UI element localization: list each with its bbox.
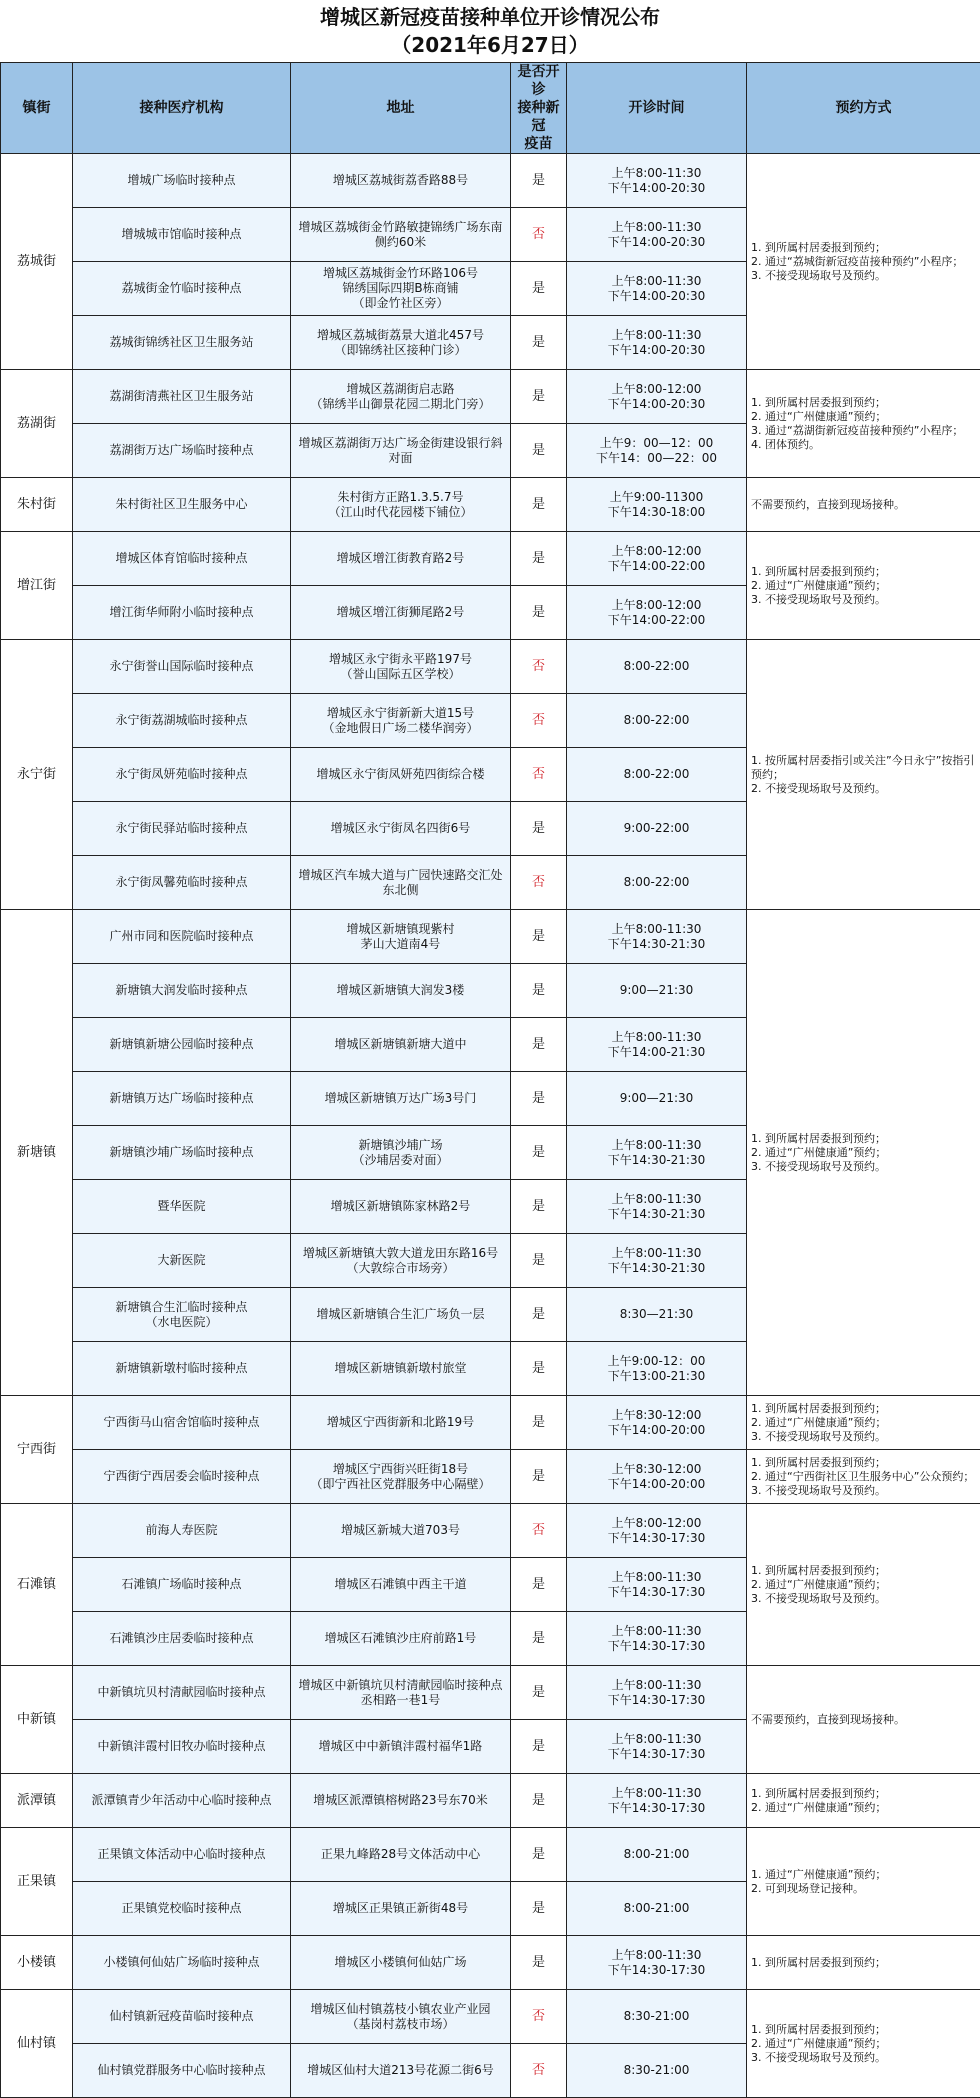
open-status-cell: 是: [511, 1396, 567, 1450]
hours-cell: 上午8:00-11:30 下午14:30-17:30: [567, 1774, 747, 1828]
table-row: [1, 910, 980, 964]
hours-cell: 8:30-21:00: [567, 2044, 747, 2098]
open-status-cell: 否: [511, 208, 567, 262]
hours-cell: 上午8:30-12:00 下午14:00-20:00: [567, 1450, 747, 1504]
open-status-cell: 是: [511, 1666, 567, 1720]
header-address: 地址: [291, 63, 511, 154]
address-cell: 增城区小楼镇何仙姑广场: [291, 1936, 511, 1990]
institution-cell: 永宁街民驿站临时接种点: [73, 802, 291, 856]
institution-cell: 宁西街马山宿舍馆临时接种点: [73, 1396, 291, 1450]
hours-cell: 8:00-22:00: [567, 694, 747, 748]
hours-cell: 上午8:00-11:30 下午14:00-20:30: [567, 208, 747, 262]
hours-cell: 上午8:00-11:30 下午14:00-20:30: [567, 154, 747, 208]
open-status-cell: 是: [511, 1558, 567, 1612]
address-cell: 增城区汽车城大道与广园快速路交汇处东北侧: [291, 856, 511, 910]
address-cell: 增城区新塘镇新塘大道中: [291, 1018, 511, 1072]
hours-cell: 上午8:00-11:30 下午14:30-17:30: [567, 1558, 747, 1612]
institution-cell: 永宁街荔湖城临时接种点: [73, 694, 291, 748]
institution-cell: 暨华医院: [73, 1180, 291, 1234]
institution-cell: 仙村镇党群服务中心临时接种点: [73, 2044, 291, 2098]
institution-cell: 宁西街宁西居委会临时接种点: [73, 1450, 291, 1504]
hours-cell: 9:00—21:30: [567, 1072, 747, 1126]
institution-cell: 新塘镇合生汇临时接种点 （水电医院）: [73, 1288, 291, 1342]
booking-cell: 1. 到所属村居委报到预约； 2. 通过“广州健康通”预约； 3. 不接受现场取号及预约。: [747, 532, 980, 640]
hours-cell: 8:00-22:00: [567, 856, 747, 910]
open-status-cell: 是: [511, 262, 567, 316]
hours-cell: 上午9:00-11300 下午14:30-18:00: [567, 478, 747, 532]
table-row: [1, 1450, 980, 1504]
address-cell: 朱村街方正路1.3.5.7号 （江山时代花园楼下铺位）: [291, 478, 511, 532]
address-cell: 增城区中新镇坑贝村清献园临时接种点丞相路一巷1号: [291, 1666, 511, 1720]
open-status-cell: 是: [511, 154, 567, 208]
address-cell: 增城区新塘镇大敦大道龙田东路16号 （大敦综合市场旁）: [291, 1234, 511, 1288]
institution-cell: 荔湖街清燕社区卫生服务站: [73, 370, 291, 424]
town-cell: 荔城街: [1, 154, 73, 370]
address-cell: 增城区宁西街兴旺街18号 （即宁西社区党群服务中心隔壁）: [291, 1450, 511, 1504]
town-cell: 永宁街: [1, 640, 73, 910]
institution-cell: 永宁街凤妍苑临时接种点: [73, 748, 291, 802]
institution-cell: 新塘镇新墩村临时接种点: [73, 1342, 291, 1396]
institution-cell: 中新镇坑贝村清献园临时接种点: [73, 1666, 291, 1720]
address-cell: 增城区荔湖街万达广场金街建设银行斜对面: [291, 424, 511, 478]
address-cell: 正果九峰路28号文体活动中心: [291, 1828, 511, 1882]
table-row: [1, 1666, 980, 1720]
hours-cell: 8:30-21:00: [567, 1990, 747, 2044]
institution-cell: 广州市同和医院临时接种点: [73, 910, 291, 964]
hours-cell: 上午8:00-11:30 下午14:30-17:30: [567, 1936, 747, 1990]
address-cell: 增城区中中新镇沣霞村福华1路: [291, 1720, 511, 1774]
address-cell: 增城区新塘镇大润发3楼: [291, 964, 511, 1018]
open-status-cell: 是: [511, 478, 567, 532]
open-status-cell: 是: [511, 424, 567, 478]
address-cell: 增城区新塘镇合生汇广场负一层: [291, 1288, 511, 1342]
town-cell: 荔湖街: [1, 370, 73, 478]
open-status-cell: 是: [511, 1774, 567, 1828]
open-status-cell: 是: [511, 1180, 567, 1234]
address-cell: 增城区荔湖街启志路 （锦绣半山御景花园二期北门旁）: [291, 370, 511, 424]
booking-cell: 1. 到所属村居委报到预约； 2. 通过“广州健康通”预约； 3. 不接受现场取号及预约。: [747, 910, 980, 1396]
open-status-cell: 是: [511, 910, 567, 964]
institution-cell: 新塘镇大润发临时接种点: [73, 964, 291, 1018]
table-header-row: [1, 63, 980, 154]
town-cell: 增江街: [1, 532, 73, 640]
hours-cell: 上午8:00-11:30 下午14:30-21:30: [567, 1126, 747, 1180]
town-cell: 朱村街: [1, 478, 73, 532]
address-cell: 增城区新塘镇万达广场3号门: [291, 1072, 511, 1126]
institution-cell: 新塘镇沙埔广场临时接种点: [73, 1126, 291, 1180]
open-status-cell: 否: [511, 1504, 567, 1558]
institution-cell: 荔湖街万达广场临时接种点: [73, 424, 291, 478]
hours-cell: 上午8:00-11:30 下午14:30-17:30: [567, 1720, 747, 1774]
address-cell: 增城区石滩镇中西主干道: [291, 1558, 511, 1612]
institution-cell: 增江街华师附小临时接种点: [73, 586, 291, 640]
town-cell: 派潭镇: [1, 1774, 73, 1828]
hours-cell: 上午8:00-11:30 下午14:30-21:30: [567, 1234, 747, 1288]
booking-cell: 1. 到所属村居委报到预约； 2. 通过“宁西街社区卫生服务中心”公众预约； 3. 不接受现场取号及预约。: [747, 1450, 980, 1504]
institution-cell: 正果镇党校临时接种点: [73, 1882, 291, 1936]
open-status-cell: 是: [511, 586, 567, 640]
booking-cell: 1. 通过“广州健康通”预约； 2. 可到现场登记接种。: [747, 1828, 980, 1936]
booking-cell: 1. 到所属村居委报到预约；: [747, 1936, 980, 1990]
institution-cell: 石滩镇广场临时接种点: [73, 1558, 291, 1612]
table-row: [1, 1396, 980, 1450]
institution-cell: 荔城街锦绣社区卫生服务站: [73, 316, 291, 370]
table-row: [1, 478, 980, 532]
institution-cell: 小楼镇何仙姑广场临时接种点: [73, 1936, 291, 1990]
title-block: [0, 0, 980, 62]
page-subtitle: （2021年6月27日）: [391, 31, 588, 59]
address-cell: 增城区仙村镇荔枝小镇农业产业园 （基岗村荔枝市场）: [291, 1990, 511, 2044]
booking-cell: 1. 按所属村居委指引或关注”今日永宁”按指引预约； 2. 不接受现场取号及预约。: [747, 640, 980, 910]
table-row: [1, 154, 980, 208]
institution-cell: 正果镇文体活动中心临时接种点: [73, 1828, 291, 1882]
table-row: [1, 532, 980, 586]
institution-cell: 派潭镇青少年活动中心临时接种点: [73, 1774, 291, 1828]
open-status-cell: 是: [511, 1612, 567, 1666]
open-status-cell: 是: [511, 1450, 567, 1504]
booking-cell: 1. 到所属村居委报到预约； 2. 通过“广州健康通”预约；: [747, 1774, 980, 1828]
table-row: [1, 1936, 980, 1990]
address-cell: 增城区荔城街金竹环路106号 锦绣国际四期B栋商铺 （即金竹社区旁）: [291, 262, 511, 316]
address-cell: 增城区正果镇正新街48号: [291, 1882, 511, 1936]
booking-cell: 1. 到所属村居委报到预约； 2. 通过“荔城街新冠疫苗接种预约”小程序； 3. 不接受现场取号及预约。: [747, 154, 980, 370]
table-row: [1, 1504, 980, 1558]
institution-cell: 增城广场临时接种点: [73, 154, 291, 208]
booking-cell: 不需要预约，直接到现场接种。: [747, 1666, 980, 1774]
institution-cell: 荔城街金竹临时接种点: [73, 262, 291, 316]
address-cell: 新塘镇沙埔广场 （沙埔居委对面）: [291, 1126, 511, 1180]
header-booking: 预约方式: [747, 63, 980, 154]
open-status-cell: 是: [511, 1234, 567, 1288]
hours-cell: 上午8:30-12:00 下午14:00-20:00: [567, 1396, 747, 1450]
table-row: [1, 370, 980, 424]
open-status-cell: 否: [511, 748, 567, 802]
table-body: [1, 154, 980, 2098]
open-status-cell: 是: [511, 1936, 567, 1990]
hours-cell: 9:00—21:30: [567, 964, 747, 1018]
hours-cell: 上午9:00-12：00 下午13:00-21:30: [567, 1342, 747, 1396]
institution-cell: 朱村街社区卫生服务中心: [73, 478, 291, 532]
open-status-cell: 是: [511, 1288, 567, 1342]
booking-cell: 1. 到所属村居委报到预约； 2. 通过“广州健康通”预约； 3. 不接受现场取号及预约。: [747, 1396, 980, 1450]
address-cell: 增城区仙村大道213号花源二街6号: [291, 2044, 511, 2098]
vaccine-table: [0, 62, 980, 2098]
address-cell: 增城区永宁街永平路197号 （誉山国际五区学校）: [291, 640, 511, 694]
address-cell: 增城区宁西街新和北路19号: [291, 1396, 511, 1450]
town-cell: 新塘镇: [1, 910, 73, 1396]
open-status-cell: 是: [511, 1720, 567, 1774]
table-row: [1, 1828, 980, 1882]
hours-cell: 9:00-22:00: [567, 802, 747, 856]
address-cell: 增城区新塘镇现紫村 茅山大道南4号: [291, 910, 511, 964]
open-status-cell: 是: [511, 370, 567, 424]
town-cell: 石滩镇: [1, 1504, 73, 1666]
institution-cell: 增城城市馆临时接种点: [73, 208, 291, 262]
institution-cell: 石滩镇沙庄居委临时接种点: [73, 1612, 291, 1666]
hours-cell: 上午8:00-11:30 下午14:30-17:30: [567, 1666, 747, 1720]
open-status-cell: 是: [511, 1018, 567, 1072]
open-status-cell: 否: [511, 1990, 567, 2044]
open-status-cell: 是: [511, 316, 567, 370]
town-cell: 正果镇: [1, 1828, 73, 1936]
address-cell: 增城区永宁街凤妍苑四街综合楼: [291, 748, 511, 802]
hours-cell: 上午8:00-11:30 下午14:00-21:30: [567, 1018, 747, 1072]
town-cell: 小楼镇: [1, 1936, 73, 1990]
institution-cell: 新塘镇万达广场临时接种点: [73, 1072, 291, 1126]
address-cell: 增城区石滩镇沙庄府前路1号: [291, 1612, 511, 1666]
address-cell: 增城区永宁街新新大道15号 （金地假日广场二楼华润旁）: [291, 694, 511, 748]
table-row: [1, 1990, 980, 2044]
hours-cell: 上午8:00-11:30 下午14:30-17:30: [567, 1612, 747, 1666]
institution-cell: 前海人寿医院: [73, 1504, 291, 1558]
address-cell: 增城区荔城街荔香路88号: [291, 154, 511, 208]
open-status-cell: 是: [511, 1342, 567, 1396]
hours-cell: 上午8:00-12:00 下午14:00-20:30: [567, 370, 747, 424]
header-institution: 接种医疗机构: [73, 63, 291, 154]
institution-cell: 仙村镇新冠疫苗临时接种点: [73, 1990, 291, 2044]
open-status-cell: 是: [511, 1828, 567, 1882]
town-cell: 宁西街: [1, 1396, 73, 1504]
address-cell: 增城区新城大道703号: [291, 1504, 511, 1558]
hours-cell: 上午8:00-11:30 下午14:30-21:30: [567, 910, 747, 964]
hours-cell: 8:00-22:00: [567, 640, 747, 694]
open-status-cell: 是: [511, 532, 567, 586]
town-cell: 中新镇: [1, 1666, 73, 1774]
institution-cell: 永宁街誉山国际临时接种点: [73, 640, 291, 694]
hours-cell: 上午8:00-11:30 下午14:30-21:30: [567, 1180, 747, 1234]
booking-cell: 不需要预约，直接到现场接种。: [747, 478, 980, 532]
hours-cell: 上午8:00-11:30 下午14:00-20:30: [567, 316, 747, 370]
hours-cell: 上午8:00-12:00 下午14:30-17:30: [567, 1504, 747, 1558]
booking-cell: 1. 到所属村居委报到预约； 2. 通过“广州健康通”预约； 3. 不接受现场取号及预约。: [747, 1504, 980, 1666]
header-hours: 开诊时间: [567, 63, 747, 154]
open-status-cell: 是: [511, 1072, 567, 1126]
hours-cell: 8:30—21:30: [567, 1288, 747, 1342]
page-title: 增城区新冠疫苗接种单位开诊情况公布: [320, 3, 660, 31]
open-status-cell: 否: [511, 856, 567, 910]
table-row: [1, 1774, 980, 1828]
town-cell: 仙村镇: [1, 1990, 73, 2098]
hours-cell: 上午8:00-11:30 下午14:00-20:30: [567, 262, 747, 316]
hours-cell: 8:00-21:00: [567, 1882, 747, 1936]
address-cell: 增城区永宁街凤名四街6号: [291, 802, 511, 856]
institution-cell: 大新医院: [73, 1234, 291, 1288]
address-cell: 增城区派潭镇榕树路23号东70米: [291, 1774, 511, 1828]
address-cell: 增城区新塘镇陈家林路2号: [291, 1180, 511, 1234]
open-status-cell: 否: [511, 640, 567, 694]
address-cell: 增城区荔城街金竹路敏捷锦绣广场东南侧约60米: [291, 208, 511, 262]
address-cell: 增城区增江街教育路2号: [291, 532, 511, 586]
institution-cell: 增城区体育馆临时接种点: [73, 532, 291, 586]
hours-cell: 上午8:00-12:00 下午14:00-22:00: [567, 586, 747, 640]
open-status-cell: 是: [511, 964, 567, 1018]
table-row: [1, 640, 980, 694]
institution-cell: 永宁街凤馨苑临时接种点: [73, 856, 291, 910]
address-cell: 增城区增江街狮尾路2号: [291, 586, 511, 640]
open-status-cell: 是: [511, 1126, 567, 1180]
open-status-cell: 否: [511, 2044, 567, 2098]
institution-cell: 新塘镇新塘公园临时接种点: [73, 1018, 291, 1072]
hours-cell: 上午9：00—12：00 下午14：00—22：00: [567, 424, 747, 478]
open-status-cell: 是: [511, 802, 567, 856]
hours-cell: 8:00-21:00: [567, 1828, 747, 1882]
open-status-cell: 是: [511, 1882, 567, 1936]
header-open: 是否开诊 接种新冠 疫苗: [511, 63, 567, 154]
open-status-cell: 否: [511, 694, 567, 748]
booking-cell: 1. 到所属村居委报到预约； 2. 通过“广州健康通”预约； 3. 不接受现场取号及预约。: [747, 1990, 980, 2098]
booking-cell: 1. 到所属村居委报到预约； 2. 通过“广州健康通”预约； 3. 通过“荔湖街新冠疫苗接种预约”小程序； 4. 团体预约。: [747, 370, 980, 478]
address-cell: 增城区新塘镇新墩村旅堂: [291, 1342, 511, 1396]
institution-cell: 中新镇沣霞村旧牧办临时接种点: [73, 1720, 291, 1774]
hours-cell: 上午8:00-12:00 下午14:00-22:00: [567, 532, 747, 586]
address-cell: 增城区荔城街荔景大道北457号 （即锦绣社区接种门诊）: [291, 316, 511, 370]
header-town: 镇街: [1, 63, 73, 154]
hours-cell: 8:00-22:00: [567, 748, 747, 802]
